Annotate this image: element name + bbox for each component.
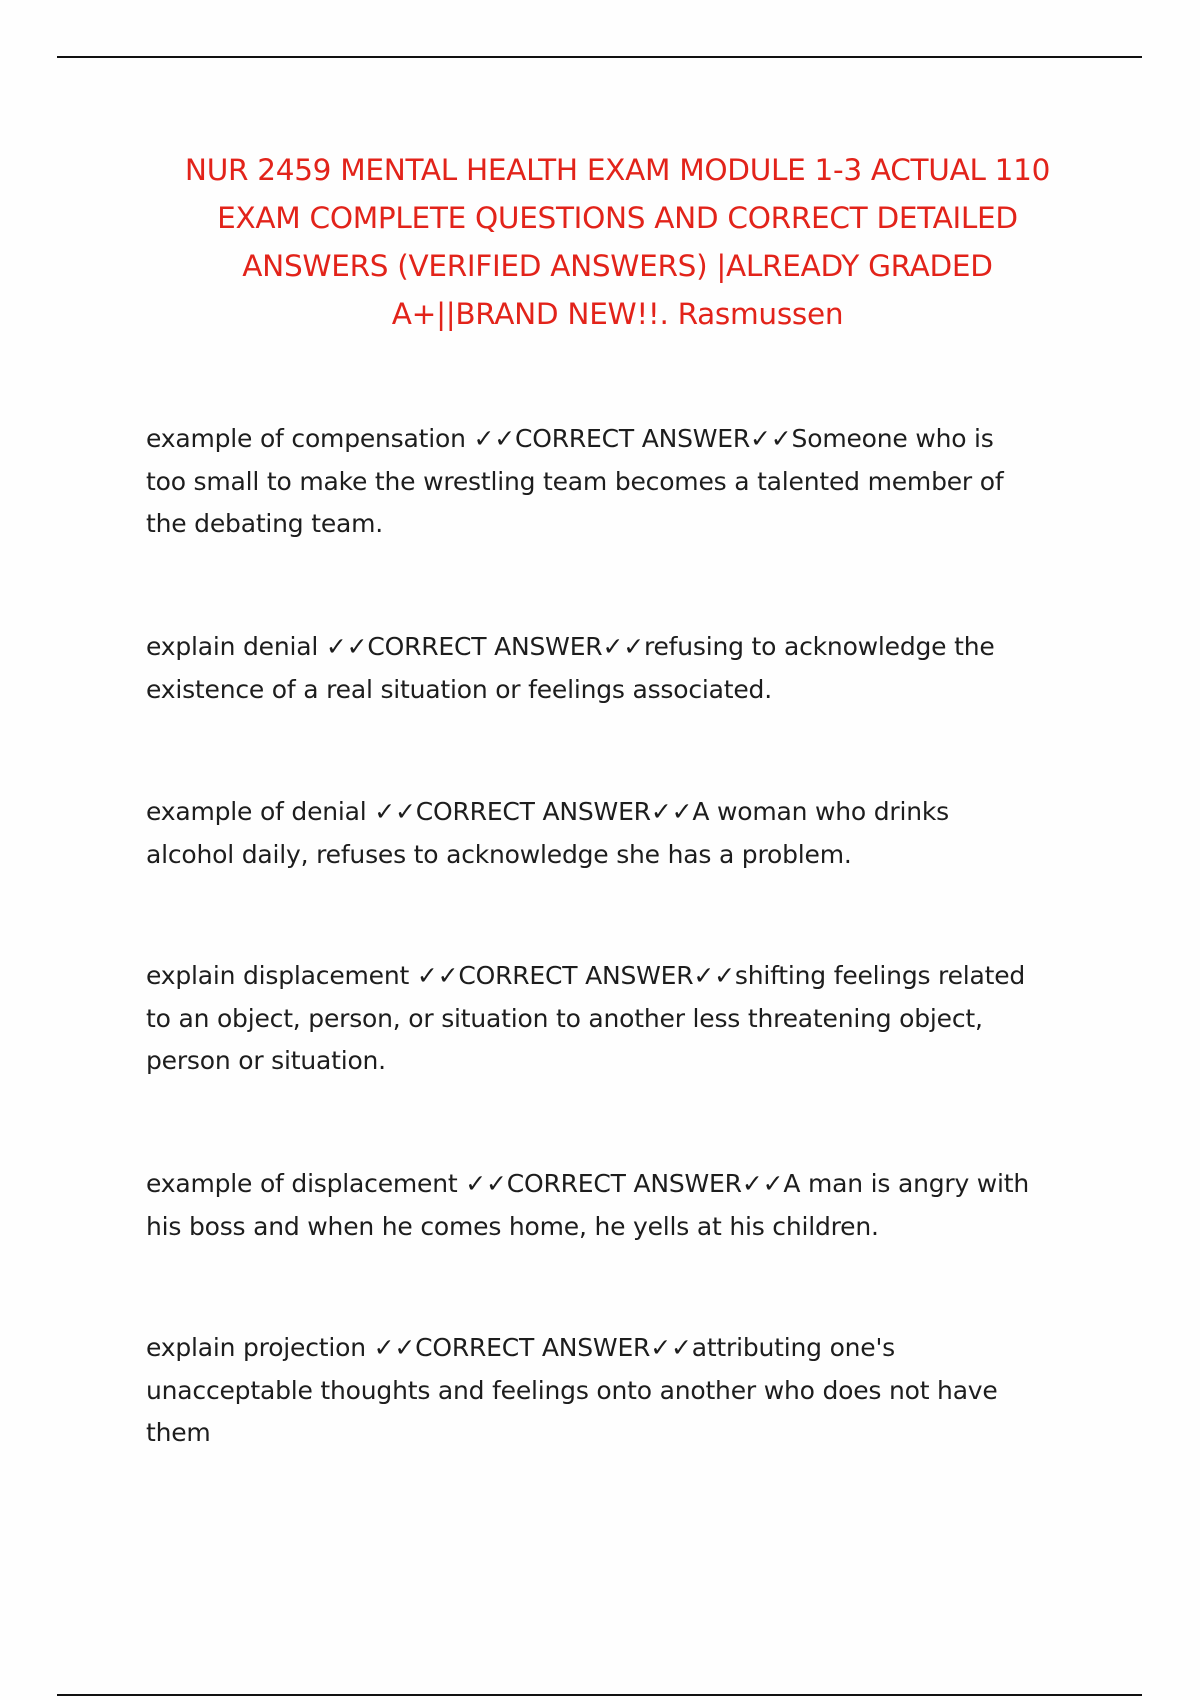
top-divider bbox=[57, 56, 1142, 58]
qa-item-displacement-example bbox=[146, 1163, 1096, 1248]
title-line: ANSWERS (VERIFIED ANSWERS) |ALREADY GRADED bbox=[242, 249, 993, 283]
title-line: EXAM COMPLETE QUESTIONS AND CORRECT DETAILED bbox=[217, 201, 1018, 235]
qa-text-line: alcohol daily, refuses to acknowledge she has a problem. bbox=[146, 839, 852, 869]
title-line: NUR 2459 MENTAL HEALTH EXAM MODULE 1-3 ACTUAL 110 bbox=[184, 153, 1051, 187]
qa-text-line: example of compensation ✓✓CORRECT ANSWER✓✓Someone who is bbox=[146, 424, 994, 453]
qa-text-line: example of denial ✓✓CORRECT ANSWER✓✓A woman who drinks bbox=[146, 797, 949, 826]
qa-text-line: them bbox=[146, 1418, 211, 1447]
qa-text-line: explain projection ✓✓CORRECT ANSWER✓✓attributing one's bbox=[146, 1333, 895, 1362]
qa-text-line: person or situation. bbox=[146, 1046, 386, 1075]
qa-item-denial-example bbox=[146, 791, 1096, 876]
qa-item-projection-explain bbox=[146, 1327, 1096, 1455]
qa-text-line: explain displacement ✓✓CORRECT ANSWER✓✓shifting feelings related bbox=[146, 961, 1026, 990]
qa-text-line: to an object, person, or situation to another less threatening object, bbox=[146, 1003, 983, 1033]
qa-item-denial-explain bbox=[146, 626, 1096, 711]
bottom-divider bbox=[57, 1694, 1142, 1696]
qa-text-line: example of displacement ✓✓CORRECT ANSWER✓✓A man is angry with bbox=[146, 1169, 1030, 1198]
qa-text-line: the debating team. bbox=[146, 509, 384, 538]
qa-text-line: too small to make the wrestling team becomes a talented member of bbox=[146, 466, 1004, 496]
title-line: A+||BRAND NEW!!. Rasmussen bbox=[391, 297, 844, 331]
qa-item-displacement-explain bbox=[146, 955, 1096, 1083]
qa-text-line: existence of a real situation or feelings associated. bbox=[146, 674, 772, 704]
qa-text-line: his boss and when he comes home, he yells at his children. bbox=[146, 1211, 879, 1241]
qa-text-line: unacceptable thoughts and feelings onto another who does not have bbox=[146, 1375, 998, 1405]
qa-text-line: explain denial ✓✓CORRECT ANSWER✓✓refusing to acknowledge the bbox=[146, 632, 995, 661]
qa-item-compensation-example bbox=[146, 418, 1096, 546]
document-title bbox=[60, 146, 1175, 338]
